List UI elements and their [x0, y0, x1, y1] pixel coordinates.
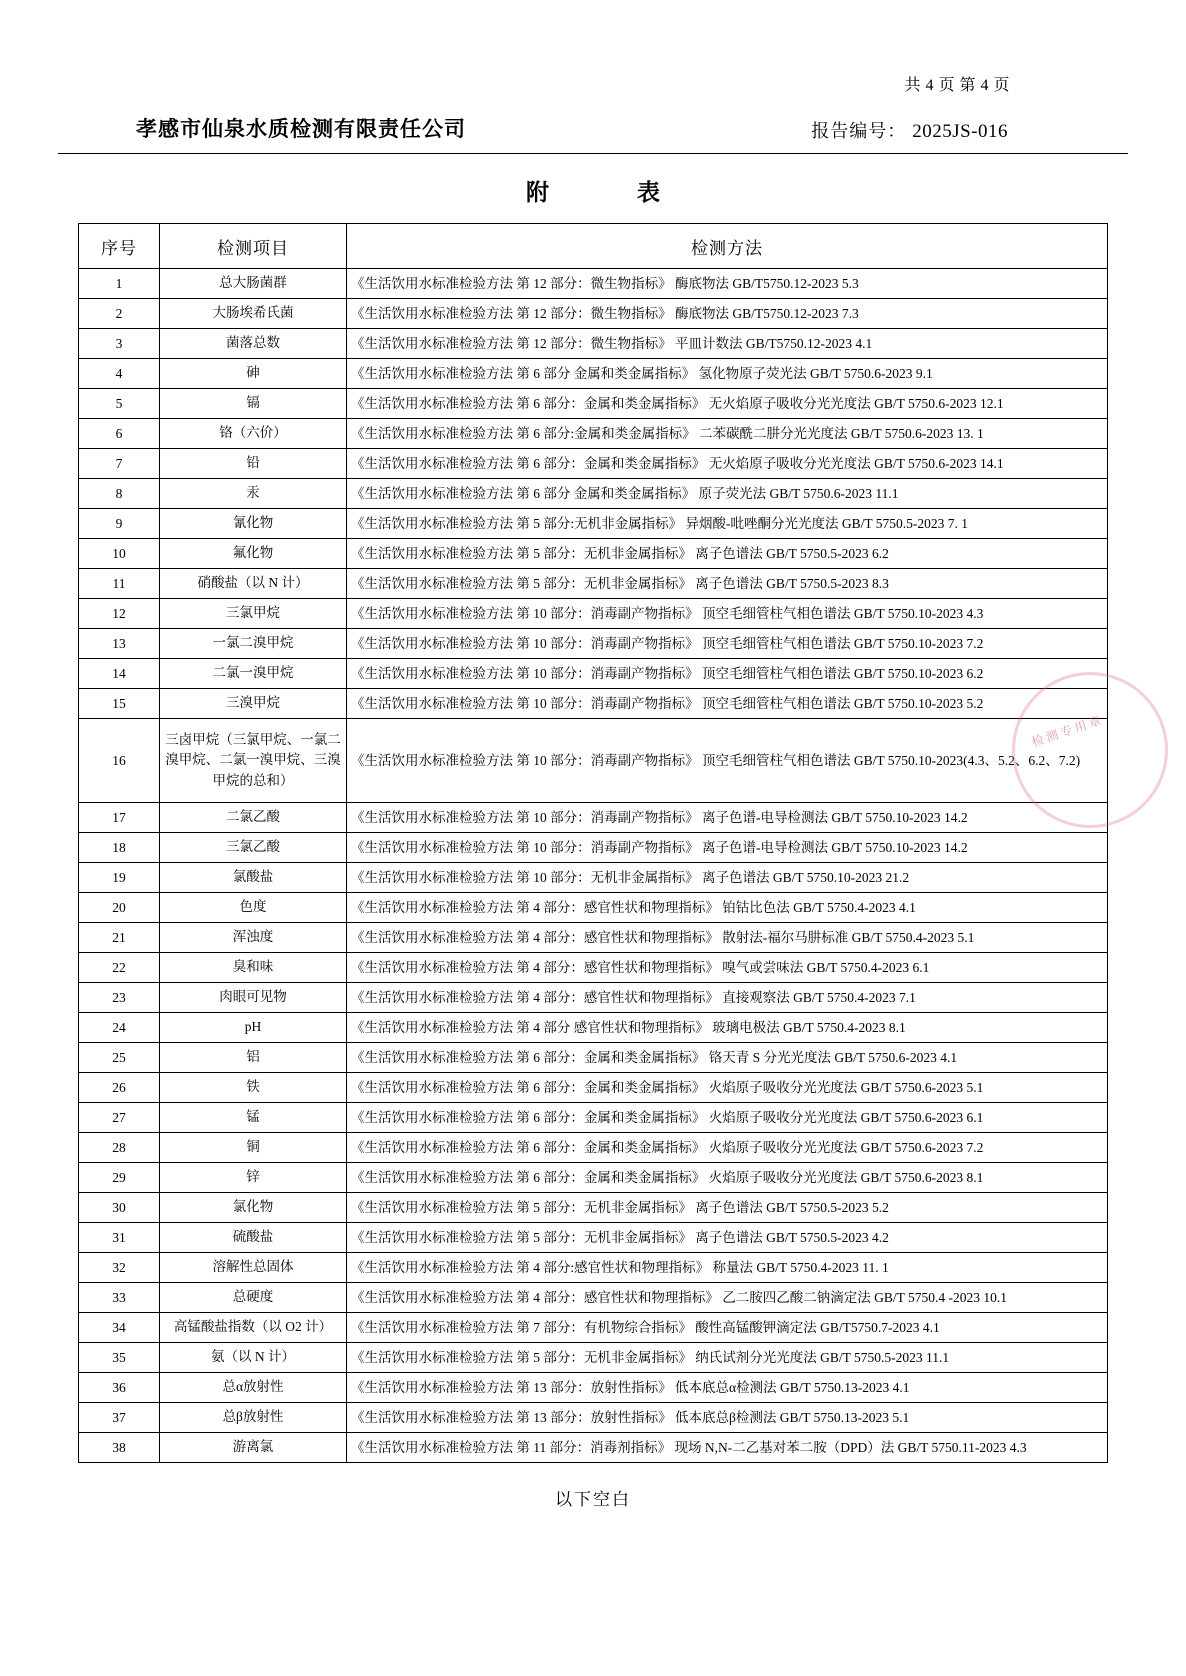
report-number [811, 117, 1108, 143]
table-row [79, 953, 1108, 983]
cell-item: 二氯乙酸 [160, 803, 347, 833]
cell-method: 《生活饮用水标准检验方法 第 6 部分 金属和类金属指标》 原子荧光法 GB/T 5750.6-2023 11.1 [347, 479, 1108, 509]
table-row [79, 329, 1108, 359]
table-row [79, 659, 1108, 689]
cell-item: 总硬度 [160, 1283, 347, 1313]
table-row [79, 1253, 1108, 1283]
cell-method: 《生活饮用水标准检验方法 第 6 部分：金属和类金属指标》 火焰原子吸收分光光度法 GB/T 5750.6-2023 7.2 [347, 1133, 1108, 1163]
cell-method: 《生活饮用水标准检验方法 第 12 部分：微生物指标》 酶底物法 GB/T5750.12-2023 7.3 [347, 299, 1108, 329]
cell-method: 《生活饮用水标准检验方法 第 4 部分：感官性状和物理指标》 散射法-福尔马肼标准 GB/T 5750.4-2023 5.1 [347, 923, 1108, 953]
cell-method: 《生活饮用水标准检验方法 第 4 部分:感官性状和物理指标》 称量法 GB/T 5750.4-2023 11. 1 [347, 1253, 1108, 1283]
cell-method: 《生活饮用水标准检验方法 第 6 部分:金属和类金属指标》 二苯碳酰二肼分光光度法 GB/T 5750.6-2023 13. 1 [347, 419, 1108, 449]
cell-no: 29 [79, 1163, 160, 1193]
report-number-value: 2025JS-016 [912, 121, 1008, 142]
cell-item: 铜 [160, 1133, 347, 1163]
cell-item: 总β放射性 [160, 1403, 347, 1433]
cell-method: 《生活饮用水标准检验方法 第 10 部分：消毒副产物指标》 离子色谱-电导检测法 GB/T 5750.10-2023 14.2 [347, 833, 1108, 863]
cell-method: 《生活饮用水标准检验方法 第 4 部分：感官性状和物理指标》 乙二胺四乙酸二钠滴定法 GB/T 5750.4 -2023 10.1 [347, 1283, 1108, 1313]
cell-method: 《生活饮用水标准检验方法 第 7 部分：有机物综合指标》 酸性高锰酸钾滴定法 GB/T5750.7-2023 4.1 [347, 1313, 1108, 1343]
cell-item: 总α放射性 [160, 1373, 347, 1403]
table-row [79, 509, 1108, 539]
cell-item: 铁 [160, 1073, 347, 1103]
table-row [79, 1163, 1108, 1193]
cell-item: 游离氯 [160, 1433, 347, 1463]
cell-item: 三溴甲烷 [160, 689, 347, 719]
cell-method: 《生活饮用水标准检验方法 第 10 部分：消毒副产物指标》 顶空毛细管柱气相色谱法 GB/T 5750.10-2023 5.2 [347, 689, 1108, 719]
cell-item: 一氯二溴甲烷 [160, 629, 347, 659]
table-row [79, 803, 1108, 833]
page-title: 附 表 [526, 180, 674, 206]
cell-item: 氰化物 [160, 509, 347, 539]
cell-item: 二氯一溴甲烷 [160, 659, 347, 689]
cell-no: 30 [79, 1193, 160, 1223]
cell-method: 《生活饮用水标准检验方法 第 6 部分 金属和类金属指标》 氢化物原子荧光法 GB/T 5750.6-2023 9.1 [347, 359, 1108, 389]
table-row [79, 1313, 1108, 1343]
cell-no: 9 [79, 509, 160, 539]
cell-no: 21 [79, 923, 160, 953]
table-row [79, 1343, 1108, 1373]
cell-no: 6 [79, 419, 160, 449]
cell-item: 浑浊度 [160, 923, 347, 953]
cell-method: 《生活饮用水标准检验方法 第 6 部分：金属和类金属指标》 火焰原子吸收分光光度法 GB/T 5750.6-2023 5.1 [347, 1073, 1108, 1103]
cell-no: 4 [79, 359, 160, 389]
cell-method: 《生活饮用水标准检验方法 第 5 部分：无机非金属指标》 离子色谱法 GB/T 5750.5-2023 4.2 [347, 1223, 1108, 1253]
cell-method: 《生活饮用水标准检验方法 第 12 部分：微生物指标》 酶底物法 GB/T5750.12-2023 5.3 [347, 269, 1108, 299]
cell-item: 三卤甲烷（三氯甲烷、一氯二溴甲烷、二氯一溴甲烷、三溴甲烷的总和） [160, 719, 347, 803]
table-row [79, 923, 1108, 953]
table-row [79, 719, 1108, 803]
cell-no: 8 [79, 479, 160, 509]
cell-no: 2 [79, 299, 160, 329]
cell-no: 1 [79, 269, 160, 299]
cell-item: 大肠埃希氏菌 [160, 299, 347, 329]
cell-item: 三氯乙酸 [160, 833, 347, 863]
table-row [79, 479, 1108, 509]
cell-no: 10 [79, 539, 160, 569]
footer-note: 以下空白 [555, 1490, 631, 1510]
cell-item: 三氯甲烷 [160, 599, 347, 629]
cell-method: 《生活饮用水标准检验方法 第 4 部分 感官性状和物理指标》 玻璃电极法 GB/T 5750.4-2023 8.1 [347, 1013, 1108, 1043]
cell-no: 16 [79, 719, 160, 803]
table-row [79, 1073, 1108, 1103]
cell-no: 20 [79, 893, 160, 923]
table-row [79, 833, 1108, 863]
cell-no: 25 [79, 1043, 160, 1073]
cell-method: 《生活饮用水标准检验方法 第 10 部分：消毒副产物指标》 顶空毛细管柱气相色谱法 GB/T 5750.10-2023 7.2 [347, 629, 1108, 659]
cell-method: 《生活饮用水标准检验方法 第 4 部分：感官性状和物理指标》 铂钴比色法 GB/T 5750.4-2023 4.1 [347, 893, 1108, 923]
cell-no: 18 [79, 833, 160, 863]
document-header [58, 95, 1128, 154]
cell-method: 《生活饮用水标准检验方法 第 6 部分：金属和类金属指标》 火焰原子吸收分光光度法 GB/T 5750.6-2023 8.1 [347, 1163, 1108, 1193]
cell-item: 硫酸盐 [160, 1223, 347, 1253]
cell-no: 22 [79, 953, 160, 983]
cell-item: 锌 [160, 1163, 347, 1193]
cell-item: 菌落总数 [160, 329, 347, 359]
table-row [79, 893, 1108, 923]
cell-item: 氯酸盐 [160, 863, 347, 893]
cell-method: 《生活饮用水标准检验方法 第 10 部分：消毒副产物指标》 顶空毛细管柱气相色谱法 GB/T 5750.10-2023(4.3、5.2、6.2、7.2) [347, 719, 1108, 803]
cell-method: 《生活饮用水标准检验方法 第 13 部分：放射性指标》 低本底总α检测法 GB/T 5750.13-2023 4.1 [347, 1373, 1108, 1403]
table-row [79, 1373, 1108, 1403]
methods-table [78, 223, 1108, 1463]
cell-item: 总大肠菌群 [160, 269, 347, 299]
cell-method: 《生活饮用水标准检验方法 第 6 部分：金属和类金属指标》 无火焰原子吸收分光光度法 GB/T 5750.6-2023 14.1 [347, 449, 1108, 479]
cell-item: pH [160, 1013, 347, 1043]
company-name: 孝感市仙泉水质检测有限责任公司 [136, 117, 466, 141]
cell-method: 《生活饮用水标准检验方法 第 11 部分：消毒剂指标》 现场 N,N-二乙基对苯二胺（DPD）法 GB/T 5750.11-2023 4.3 [347, 1433, 1108, 1463]
table-row [79, 269, 1108, 299]
table-row [79, 389, 1108, 419]
cell-method: 《生活饮用水标准检验方法 第 10 部分：消毒副产物指标》 离子色谱-电导检测法 GB/T 5750.10-2023 14.2 [347, 803, 1108, 833]
cell-method: 《生活饮用水标准检验方法 第 10 部分：消毒副产物指标》 顶空毛细管柱气相色谱法 GB/T 5750.10-2023 4.3 [347, 599, 1108, 629]
cell-no: 31 [79, 1223, 160, 1253]
cell-item: 铅 [160, 449, 347, 479]
page-count: 共 4 页 第 4 页 [904, 77, 1010, 94]
cell-method: 《生活饮用水标准检验方法 第 5 部分：无机非金属指标》 纳氏试剂分光光度法 GB/T 5750.5-2023 11.1 [347, 1343, 1108, 1373]
cell-no: 15 [79, 689, 160, 719]
cell-no: 17 [79, 803, 160, 833]
table-row [79, 689, 1108, 719]
cell-no: 19 [79, 863, 160, 893]
cell-no: 34 [79, 1313, 160, 1343]
cell-item: 高锰酸盐指数（以 O2 计） [160, 1313, 347, 1343]
cell-item: 铬（六价） [160, 419, 347, 449]
cell-item: 肉眼可见物 [160, 983, 347, 1013]
table-row [79, 419, 1108, 449]
cell-method: 《生活饮用水标准检验方法 第 4 部分：感官性状和物理指标》 嗅气或尝味法 GB/T 5750.4-2023 6.1 [347, 953, 1108, 983]
table-row [79, 1283, 1108, 1313]
cell-item: 铝 [160, 1043, 347, 1073]
cell-no: 7 [79, 449, 160, 479]
cell-method: 《生活饮用水标准检验方法 第 5 部分：无机非金属指标》 离子色谱法 GB/T 5750.5-2023 8.3 [347, 569, 1108, 599]
cell-item: 氯化物 [160, 1193, 347, 1223]
cell-item: 硝酸盐（以 N 计） [160, 569, 347, 599]
cell-item: 臭和味 [160, 953, 347, 983]
cell-method: 《生活饮用水标准检验方法 第 6 部分：金属和类金属指标》 铬天青 S 分光光度法 GB/T 5750.6-2023 4.1 [347, 1043, 1108, 1073]
cell-no: 23 [79, 983, 160, 1013]
cell-item: 氟化物 [160, 539, 347, 569]
table-row [79, 539, 1108, 569]
cell-item: 锰 [160, 1103, 347, 1133]
table-row [79, 1043, 1108, 1073]
cell-no: 5 [79, 389, 160, 419]
table-row [79, 1223, 1108, 1253]
table-row [79, 359, 1108, 389]
cell-method: 《生活饮用水标准检验方法 第 5 部分:无机非金属指标》 异烟酸-吡唑酮分光光度法 GB/T 5750.5-2023 7. 1 [347, 509, 1108, 539]
table-body [79, 269, 1108, 1463]
cell-no: 24 [79, 1013, 160, 1043]
cell-method: 《生活饮用水标准检验方法 第 6 部分：金属和类金属指标》 火焰原子吸收分光光度法 GB/T 5750.6-2023 6.1 [347, 1103, 1108, 1133]
cell-item: 汞 [160, 479, 347, 509]
seal-text: 检测专用章 [1029, 712, 1106, 750]
table-row [79, 863, 1108, 893]
cell-no: 11 [79, 569, 160, 599]
cell-no: 38 [79, 1433, 160, 1463]
table-row [79, 1103, 1108, 1133]
table-row [79, 449, 1108, 479]
table-row [79, 983, 1108, 1013]
cell-no: 33 [79, 1283, 160, 1313]
cell-no: 28 [79, 1133, 160, 1163]
cell-no: 13 [79, 629, 160, 659]
table-row [79, 1193, 1108, 1223]
cell-method: 《生活饮用水标准检验方法 第 12 部分：微生物指标》 平皿计数法 GB/T5750.12-2023 4.1 [347, 329, 1108, 359]
cell-no: 14 [79, 659, 160, 689]
table-row [79, 299, 1108, 329]
table-row [79, 599, 1108, 629]
table-row [79, 1403, 1108, 1433]
cell-item: 砷 [160, 359, 347, 389]
cell-no: 35 [79, 1343, 160, 1373]
column-header-no: 序号 [79, 224, 160, 269]
cell-no: 26 [79, 1073, 160, 1103]
cell-method: 《生活饮用水标准检验方法 第 5 部分：无机非金属指标》 离子色谱法 GB/T 5750.5-2023 5.2 [347, 1193, 1108, 1223]
cell-no: 27 [79, 1103, 160, 1133]
cell-item: 镉 [160, 389, 347, 419]
table-row [79, 629, 1108, 659]
cell-method: 《生活饮用水标准检验方法 第 6 部分：金属和类金属指标》 无火焰原子吸收分光光度法 GB/T 5750.6-2023 12.1 [347, 389, 1108, 419]
column-header-item: 检测项目 [160, 224, 347, 269]
cell-no: 36 [79, 1373, 160, 1403]
cell-method: 《生活饮用水标准检验方法 第 13 部分：放射性指标》 低本底总β检测法 GB/T 5750.13-2023 5.1 [347, 1403, 1108, 1433]
table-row [79, 1133, 1108, 1163]
cell-item: 氨（以 N 计） [160, 1343, 347, 1373]
table-header-row [79, 224, 1108, 269]
cell-method: 《生活饮用水标准检验方法 第 4 部分：感官性状和物理指标》 直接观察法 GB/T 5750.4-2023 7.1 [347, 983, 1108, 1013]
column-header-method: 检测方法 [347, 224, 1108, 269]
cell-no: 3 [79, 329, 160, 359]
report-number-label: 报告编号： [811, 121, 907, 141]
cell-no: 32 [79, 1253, 160, 1283]
cell-method: 《生活饮用水标准检验方法 第 10 部分：消毒副产物指标》 顶空毛细管柱气相色谱法 GB/T 5750.10-2023 6.2 [347, 659, 1108, 689]
table-row [79, 1013, 1108, 1043]
cell-item: 色度 [160, 893, 347, 923]
cell-no: 37 [79, 1403, 160, 1433]
cell-method: 《生活饮用水标准检验方法 第 5 部分：无机非金属指标》 离子色谱法 GB/T 5750.5-2023 6.2 [347, 539, 1108, 569]
cell-method: 《生活饮用水标准检验方法 第 10 部分：无机非金属指标》 离子色谱法 GB/T 5750.10-2023 21.2 [347, 863, 1108, 893]
table-row [79, 1433, 1108, 1463]
cell-item: 溶解性总固体 [160, 1253, 347, 1283]
table-row [79, 569, 1108, 599]
cell-no: 12 [79, 599, 160, 629]
